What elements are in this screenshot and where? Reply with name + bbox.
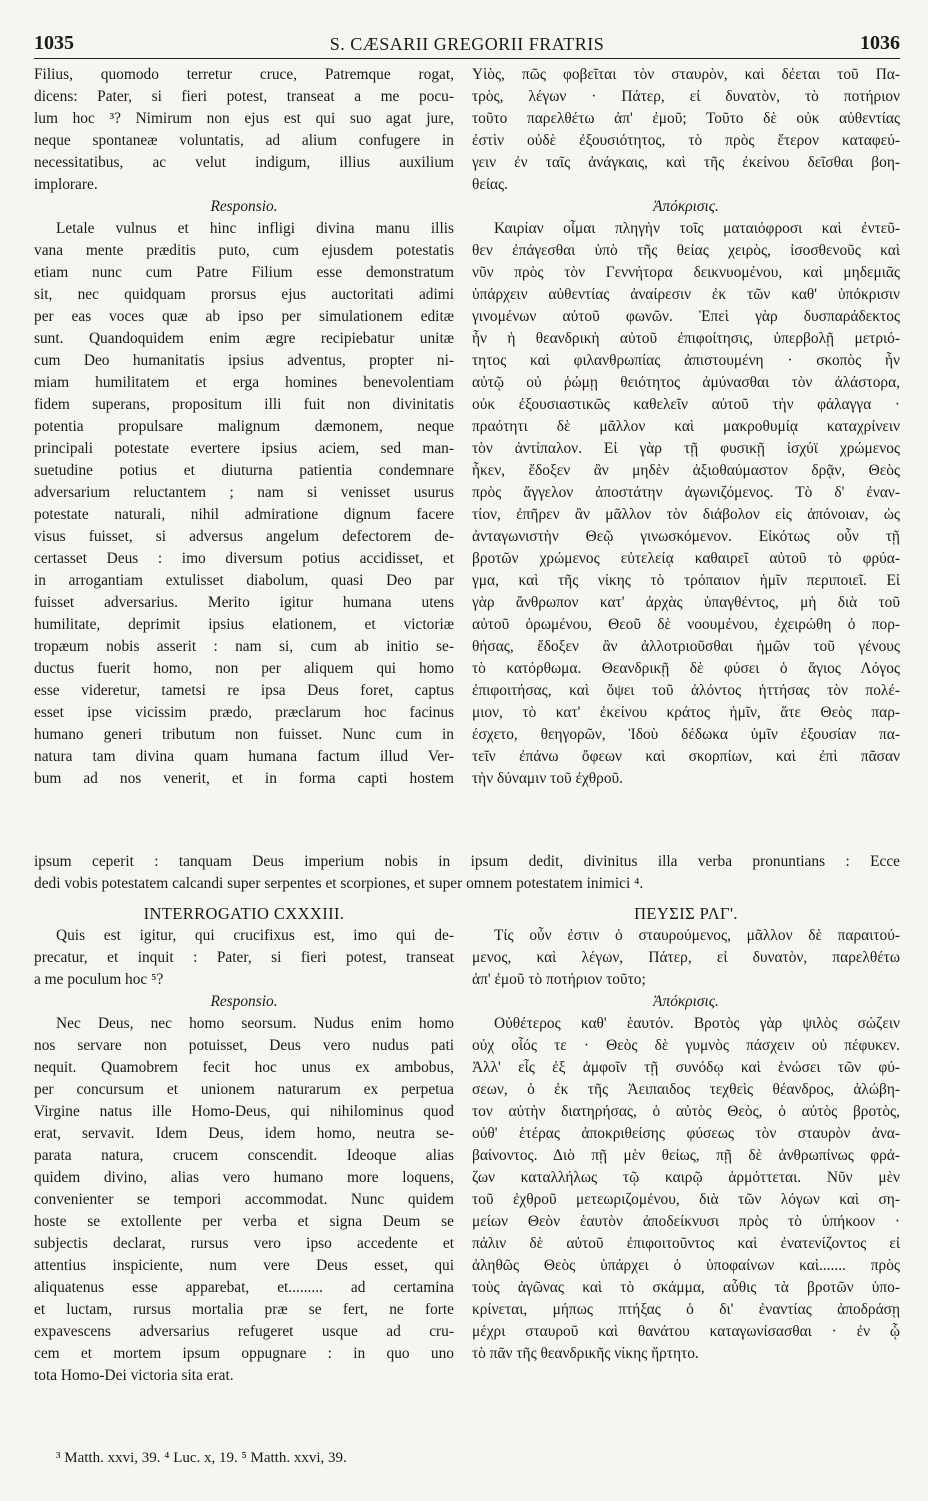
text-line: Υἱὸς, πῶς φοβεῖται τὸν σταυρὸν, καὶ δέεται τοῦ Πα- xyxy=(472,66,900,83)
text-line: subjectis declarat, rursus vero ipso accedente et xyxy=(34,1235,454,1252)
text-line: bum ad nos venerit, et in forma capti hostem xyxy=(34,770,454,787)
text-line: αὐτῷ οὐ ῥώμῃ θειότητος ἀμύνασθαι τὸν ἀλάστορα, xyxy=(472,374,900,391)
text-line: erat, servavit. Idem Deus, idem homo, neutra se- xyxy=(34,1125,454,1142)
text-line: Τίς οὖν ἐστιν ὁ σταυρούμενος, μᾶλλον δὲ παραιτού- xyxy=(494,927,900,944)
text-line: expavescens adversarius refugeret usque ad cru- xyxy=(34,1323,454,1340)
text-line: sunt. Quandoquidem enim ægre recipiebatur unitæ xyxy=(34,330,454,347)
text-line: οὐκ ἐξουσιαστικῶς καθελεῖν αὐτοῦ τὴν φάλαγγα · xyxy=(472,396,900,413)
text-line: Quis est igitur, qui crucifixus est, imo qui de- xyxy=(56,927,454,944)
text-line: βαίνοντος. Διὸ πῇ μὲν θείως, πῇ δὲ ἀνθρωπίνως φρά- xyxy=(472,1147,900,1164)
text-line: τὸ κατόρθωμα. Θεανδρικῇ δὲ φύσει ὁ ἅγιος Λόγος xyxy=(472,660,900,677)
responsio-label: Responsio. xyxy=(210,993,278,1010)
text-line: aliquatenus esse apparebat, et......... ad certamina xyxy=(34,1279,454,1296)
text-line: esset ipse vicissim prædo, præclarum hoc facinus xyxy=(34,704,454,721)
text-line: ipsum ceperit : tanquam Deus imperium nobis in ipsum dedit, divinitus illa verba pronuntians : Ecce xyxy=(34,853,900,870)
text-line: potentia propulsare malignum dæmonem, neque xyxy=(34,418,454,435)
text-line: νῦν πρὸς τὸν Γεννήτορα δεικνυομένου, καὶ μηδεμιᾶς xyxy=(472,264,900,281)
text-line: μείων Θεὸν ἑαυτὸν ἀποδείκνυσι πρὸς τὸ ὑπήκοον · xyxy=(472,1213,900,1230)
text-line: τεῖν ἐπάνω ὄφεων καὶ σκορπίων, καὶ ἐπὶ πᾶσαν xyxy=(472,748,900,765)
text-line: visus fuisset, si adversus angelum defectorem de- xyxy=(34,528,454,545)
text-line: esse videretur, tametsi re ipsa Deus foret, captus xyxy=(34,682,454,699)
text-line: Letale vulnus et hinc infligi divina manu illis xyxy=(56,220,454,237)
text-line: ἐπιφοιτήσας, καὶ ὄψει τοῦ ἁλόντος ἡττήσας τὸν πολέ- xyxy=(472,682,900,699)
text-line: ductus fuerit homo, non per aliquem qui homo xyxy=(34,660,454,677)
footnotes: ³ Matth. xxvi, 39. ⁴ Luc. x, 19. ⁵ Matth. xxvi, 39. xyxy=(56,1450,347,1466)
text-line: per eas voces quæ ab ipso per simulationem editæ xyxy=(34,308,454,325)
text-line: τοῦτο παρελθέτω ἀπ' ἐμοῦ; Τοῦτο δὲ οὐκ αὐθεντίας xyxy=(472,110,900,127)
text-line: humilitate, deprimit ipsius elationem, et victoriæ xyxy=(34,616,454,633)
text-line: Ἀλλ' εἷς ἐξ ἀμφοῖν τῇ συνόδῳ καὶ ἑνώσει τῶν φύ- xyxy=(472,1059,900,1076)
text-line: hoste se extollente per verba et signa Deum se xyxy=(34,1213,454,1230)
text-line: τον αὐτὴν διατηρήσας, ὁ αὐτὸς Θεὸς, ὁ αὐτὸς βροτὸς, xyxy=(472,1103,900,1120)
section-heading: ΠΕΥΣΙΣ ΡΛΓ'. xyxy=(634,904,738,923)
text-line: θείας. xyxy=(472,176,508,193)
text-line: suetudine potius et diuturna patientia condemnare xyxy=(34,462,454,479)
section-heading: INTERROGATIO CXXXIII. xyxy=(143,904,345,923)
text-line: Filius, quomodo terretur cruce, Patremque rogat, xyxy=(34,66,454,83)
text-line: ἀνταγωνιστὴν Θεῷ γινωσκόμενον. Εἰκότως οὖν τῇ xyxy=(472,528,900,545)
text-line: quidem divino, alias vero humano more loquens, xyxy=(34,1169,454,1186)
text-line: κρίνεται, μήπως πτήξας ὁ δι' ἐναντίας ἀποδράσῃ xyxy=(472,1301,900,1318)
text-line: dedi vobis potestatem calcandi super serpentes et scorpiones, et super omnem potestatem inimici ⁴. xyxy=(34,875,644,892)
text-line: οὐχ οἷός τε · Θεὸς δὲ γυμνὸς πάσχειν οὐ πέφυκεν. xyxy=(472,1037,900,1054)
text-line: τὸ πᾶν τῆς θεανδρικῆς νίκης ἤρτητο. xyxy=(472,1345,699,1362)
text-line: per concursum et unionem naturarum ex perpetua xyxy=(34,1081,454,1098)
text-line: πρὸς ἄγγελον ἀποστάτην ἀγωνιζόμενος. Τὸ δ' ἐναν- xyxy=(472,484,900,501)
text-line: nequit. Quamobrem fecit hoc unus ex ambobus, xyxy=(34,1059,454,1076)
text-line: dicens: Pater, si fieri potest, transeat a me pocu- xyxy=(34,88,454,105)
text-line: parata natura, crucem conscendit. Ideoque alias xyxy=(34,1147,454,1164)
greek-column-top xyxy=(472,64,900,790)
text-line: μενος, καὶ λέγων, Πάτερ, εἰ δυνατὸν, παρελθέτω xyxy=(472,949,900,966)
text-line: nos servare non potuisset, Deus vero nudus pati xyxy=(34,1037,454,1054)
text-line: lum hoc ³? Nimirum non ejus est qui suo agat jure, xyxy=(34,110,454,127)
text-line: Nec Deus, nec homo seorsum. Nudus enim homo xyxy=(56,1015,454,1032)
text-line: precatur, et inquit : Pater, si fieri potest, transeat xyxy=(34,949,454,966)
text-line: ἐστὶν οὐδὲ ἐξουσιότητος, τὸ πρὸς ἕτερον καταφεύ- xyxy=(472,132,900,149)
text-line: in arrogantiam extulisset diabolum, quasi Deo par xyxy=(34,572,454,589)
page-number-right: 1036 xyxy=(860,32,900,54)
text-line: Καιρίαν οἶμαι πληγὴν τοῖς ματαιόφροσι καὶ ἐντεῦ- xyxy=(494,220,900,237)
text-line: πάλιν δὲ αὐτοῦ ἐπιφοιτοῦντος καὶ ἐνατενίζοντος εἰ xyxy=(472,1235,900,1252)
text-line: ἀπ' ἐμοῦ τὸ ποτήριον τοῦτο; xyxy=(472,971,646,988)
text-line: etiam nunc cum Patre Filium esse demonstratum xyxy=(34,264,454,281)
text-line: τὴν δύναμιν τοῦ ἐχθροῦ. xyxy=(472,770,623,787)
text-line: fidem superans, propositum illi fuit non divinitatis xyxy=(34,396,454,413)
text-line: τοὺς ἀγῶνας καὶ τὸ σκάμμα, αὖθις τὰ βροτῶν ὑπο- xyxy=(472,1279,900,1296)
text-line: miam humilitatem et erga homines benevolentiam xyxy=(34,374,454,391)
text-line: implorare. xyxy=(34,176,98,193)
text-line: humano generi tributum non fuisset. Nunc cum in xyxy=(34,726,454,743)
text-line: ἀληθῶς Θεὸς ὑπάρχει ὁ ὑποφαίνων καὶ....... πρὸς xyxy=(472,1257,900,1274)
text-line: μέχρι σταυροῦ καὶ θανάτου καταγωνίσασθαι · ἐν ᾧ xyxy=(472,1323,900,1340)
text-line: ἦν ἡ θεανδρικὴ αὐτοῦ ἐπιφοίτησις, ὑπερβολῇ μετριό- xyxy=(472,330,900,347)
text-line: τὸν ἀντίπαλον. Εἰ γὰρ τῇ φυσικῇ ἰσχύϊ χρώμενος xyxy=(472,440,900,457)
text-line: βροτῶν χρώμενος εὐτελείᾳ καθαιρεῖ αὐτοῦ τὸ φρύα- xyxy=(472,550,900,567)
latin-column-bottom xyxy=(34,903,454,1387)
text-line: θεν ἐπάγεσθαι ὑπὸ τῆς θείας χειρὸς, ἰσοσθενοῦς καὶ xyxy=(472,242,900,259)
text-line: πραότητι δὲ μᾶλλον καὶ μακροθυμίᾳ καταχρίνειν xyxy=(472,418,900,435)
text-line: tropæum nobis asserit : nam si, cum ab initio se- xyxy=(34,638,454,655)
running-title: S. CÆSARII GREGORII FRATRIS xyxy=(329,34,605,54)
text-line: γμα, καὶ τῆς νίκης τὸ τρόπαιον ἡμῖν περιποιεῖ. Εἰ xyxy=(472,572,900,589)
text-line: convenienter se tempori accommodat. Nunc quidem xyxy=(34,1191,454,1208)
text-line: et luctam, rursus mortalia præ se fert, ne forte xyxy=(34,1301,454,1318)
responsio-label: Responsio. xyxy=(210,198,278,215)
text-line: tota Homo-Dei victoria sita erat. xyxy=(34,1367,234,1384)
text-line: natura tam divina quam humana factum illud Ver- xyxy=(34,748,454,765)
text-line: γὰρ ἄνθρωπον κατ' ἀρχὰς ὑπαγθέντος, μὴ διὰ τοῦ xyxy=(472,594,900,611)
page-number-left: 1035 xyxy=(34,32,74,54)
text-line: γινομένων αὐτοῦ φωνῶν. Ἐπεὶ γὰρ δυσπαράδεκτος xyxy=(472,308,900,325)
text-line: ἧκεν, ἔδοξεν ἂν μηδὲν ἀξιοθαύμαστον δρᾷν, Θεὸς xyxy=(472,462,900,479)
text-line: τοῦ ἐχθροῦ μετεωριζομένου, διὰ τῶν λόγων καὶ ση- xyxy=(472,1191,900,1208)
text-line: τρὸς, λέγων · Πάτερ, εἰ δυνατὸν, τὸ ποτήριον xyxy=(472,88,900,105)
spanning-text xyxy=(34,851,900,895)
text-line: potestate naturali, nihil admiratione dignum facere xyxy=(34,506,454,523)
text-line: Virgine natus ille Homo-Deus, qui nihilominus quod xyxy=(34,1103,454,1120)
responsio-label: Ἀπόκρισις. xyxy=(653,993,719,1010)
text-line: αὐτοῦ ὁρωμένου, Θεοῦ δὲ νοουμένου, ἐχειρώθη ὁ πορ- xyxy=(472,616,900,633)
text-line: ὑπάρχειν αὐθεντίας ἀναίρεσιν ἐκ τῶν καθ' ὑπόκρισιν xyxy=(472,286,900,303)
responsio-label: Ἀπόκρισις. xyxy=(653,198,719,215)
text-line: θήσας, ἔδοξεν ἂν ἀλλοτριοῦσθαι ἡμῶν τοῦ γένους xyxy=(472,638,900,655)
text-line: έσχετο, θεηγορῶν, Ἰδοὺ δέδωκα ὑμῖν ἐξουσίαν πα- xyxy=(472,726,900,743)
text-line: Οὐθέτερος καθ' ἑαυτόν. Βροτὸς γὰρ ψιλὸς σώζειν xyxy=(494,1015,900,1032)
latin-column-top xyxy=(34,64,454,790)
text-line: ζων καταλλήλως τῷ καιρῷ ἁρμόττεται. Νῦν μὲν xyxy=(472,1169,900,1186)
text-line: cem et mortem ipsum oppugnare : in quo uno xyxy=(34,1345,454,1362)
text-line: μιον, τὸ κατ' ἐκείνου κράτος ἡμῖν, ἅτε Θεὸς παρ- xyxy=(472,704,900,721)
text-line: cum Deo humanitatis ipsius adventus, propter ni- xyxy=(34,352,454,369)
text-line: vana mente præditis puto, cum ejusdem potestatis xyxy=(34,242,454,259)
text-line: fuisset adversarius. Merito igitur humana utens xyxy=(34,594,454,611)
text-line: certasset Deus : imo diversum potius accidisset, et xyxy=(34,550,454,567)
running-header xyxy=(34,30,900,59)
text-line: τίον, ἐπῆρεν ἂν μᾶλλον τὸν διάβολον εἰς ἀπόνοιαν, ὡς xyxy=(472,506,900,523)
text-line: principali potestate evertere ipsius aciem, sed man- xyxy=(34,440,454,457)
text-line: neque spontaneæ voluntatis, ad alium confugere in xyxy=(34,132,454,149)
text-line: οὐθ' ἑτέρας ἀποκριθείσης φύσεως τὸν σταυρὸν ἀνα- xyxy=(472,1125,900,1142)
text-line: attentius inspiciente, num vere Deus esset, qui xyxy=(34,1257,454,1274)
text-line: a me poculum hoc ⁵? xyxy=(34,971,164,988)
greek-column-bottom xyxy=(472,903,900,1365)
text-line: necessitatibus, ac velut indigum, illius auxilium xyxy=(34,154,454,171)
text-line: σεων, ὁ ἐκ τῆς Ἀειπαιδος τεχθεὶς θέανδρος, ἀλώβη- xyxy=(472,1081,900,1098)
text-line: τητος καὶ φιλανθρωπίας ἀπιστουμένη · σκοπὸς ἦν xyxy=(472,352,900,369)
text-line: sit, nec quidquam prorsus ejus auctoritati adimi xyxy=(34,286,454,303)
text-line: adversarium reluctantem ; nam si venisset usurus xyxy=(34,484,454,501)
text-line: γειν ἐν ταῖς ἀνάγκαις, καὶ τῆς ἐκείνου δεῖσθαι βοη- xyxy=(472,154,900,171)
